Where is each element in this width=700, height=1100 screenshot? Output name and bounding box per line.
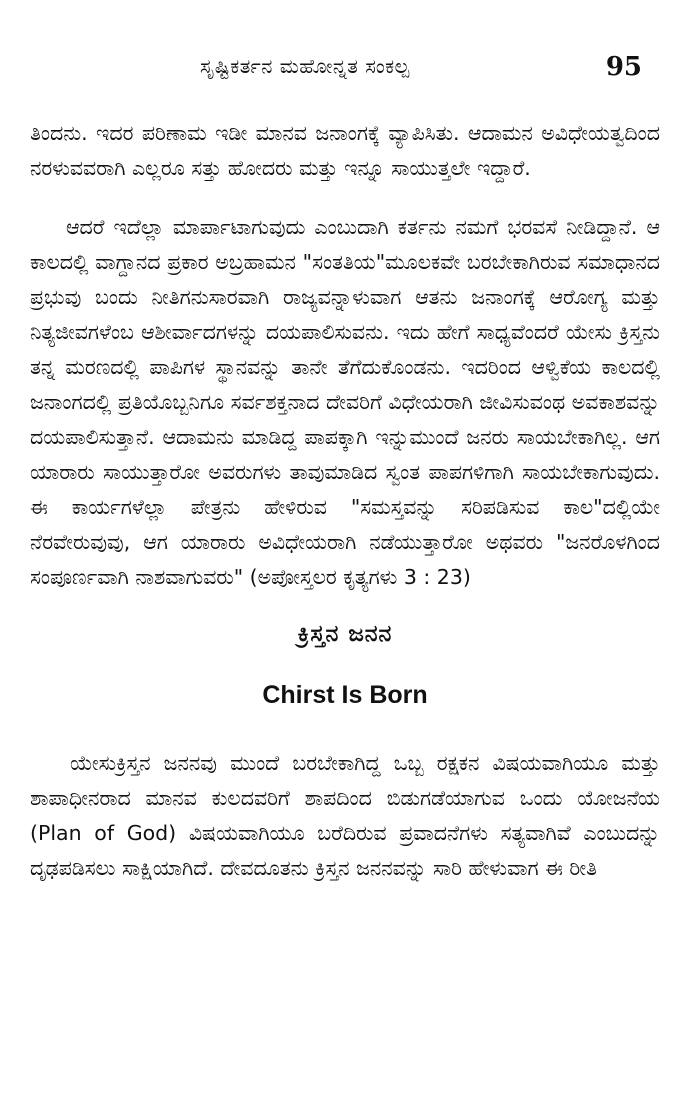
page-number: 95 [605, 52, 642, 82]
section-heading-kannada: ಕ್ರಿಸ್ತನ ಜನನ [297, 621, 393, 647]
paragraph-2: ಆದರೆ ಇದೆಲ್ಲಾ ಮಾರ್ಪಾಟಾಗುವುದು ಎಂಬುದಾಗಿ ಕರ್ತನು ನಮಗೆ ಭರವಸೆ ನೀಡಿದ್ದಾನೆ. ಆ ಕಾಲದಲ್ಲಿ ವಾಗ್ದಾನದ ಪ್ರಕಾರ ಅಬ್ರಹಾಮನ "ಸಂತತಿಯ"ಮೂಲಕವೇ ಬರಬೇಕಾಗಿರುವ ಸಮಾಧಾನದ ಪ್ರಭುವು ಬಂದು ನೀತಿಗನುಸಾರವಾಗಿ ರಾಜ್ಯವನ್ನಾಳುವಾಗ ಆತನು ಜನಾಂಗಕ್ಕೆ ಆರೋಗ್ಯ ಮತ್ತು ನಿತ್ಯಜೀವಗಳೆಂಬ ಆಶೀರ್ವಾದಗಳನ್ನು ದಯಪಾಲಿಸುವನು. ಇದು ಹೇಗೆ ಸಾಧ್ಯವೆಂದರೆ ಯೇಸು ಕ್ರಿಸ್ತನು ತನ್ನ ಮರಣದಲ್ಲಿ ಪಾಪಿಗಳ ಸ್ಥಾನವನ್ನು ತಾನೇ ತೆಗೆದುಕೊಂಡನು. ಇದರಿಂದ ಆಳ್ವಿಕೆಯ ಕಾಲದಲ್ಲಿ ಜನಾಂಗದಲ್ಲಿ ಪ್ರತಿಯೊಬ್ಬನಿಗೂ ಸರ್ವಶಕ್ತನಾದ ದೇವರಿಗೆ ವಿಧೇಯರಾಗಿ ಜೀವಿಸುವಂಥ ಅವಕಾಶವನ್ನು ದಯಪಾಲಿಸುತ್ತಾನೆ. ಆದಾಮನು ಮಾಡಿದ್ದ ಪಾಪಕ್ಕಾಗಿ ಇನ್ನುಮುಂದೆ ಜನರು ಸಾಯಬೇಕಾಗಿಲ್ಲ. ಆಗ ಯಾರಾರು ಸಾಯುತ್ತಾರೋ ಅವರುಗಳು ತಾವುಮಾಡಿದ ಸ್ವಂತ ಪಾಪಗಳಿಗಾಗಿ ಸಾಯಬೇಕಾಗುವುದು. ಈ ಕಾರ್ಯಗಳೆಲ್ಲಾ ಪೇತ್ರನು ಹೇಳಿರುವ "ಸಮಸ್ತವನ್ನು ಸರಿಪಡಿಸುವ ಕಾಲ"ದಲ್ಲಿಯೇ ನೆರವೇರುವುವು, ಆಗ ಯಾರಾರು ಅವಿಧೇಯರಾಗಿ ನಡೆಯುತ್ತಾರೋ ಅಥವರು "ಜನರೊಳಗಿಂದ ಸಂಪೂರ್ಣವಾಗಿ ನಾಶವಾಗುವರು" (ಅಪೋಸ್ತಲರ ಕೃತ್ಯಗಳು 3 : 23) [30, 215, 660, 589]
section-heading-english: Chirst Is Born [262, 681, 428, 709]
book-page [30, 40, 660, 1080]
running-title: ಸೃಷ್ಟಿಕರ್ತನ ಮಹೋನ್ನತ ಸಂಕಲ್ಪ [200, 54, 410, 78]
paragraph-3: ಯೇಸುಕ್ರಿಸ್ತನ ಜನನವು ಮುಂದೆ ಬರಬೇಕಾಗಿದ್ದ ಒಬ್ಬ ರಕ್ಷಕನ ವಿಷಯವಾಗಿಯೂ ಮತ್ತು ಶಾಪಾಧೀನರಾದ ಮಾನವ ಕುಲದವರಿಗೆ ಶಾಪದಿಂದ ಬಿಡುಗಡೆಯಾಗುವ ಒಂದು ಯೋಜನೆಯ (Plan of God) ವಿಷಯವಾಗಿಯೂ ಬರೆದಿರುವ ಪ್ರವಾದನೆಗಳು ಸತ್ಯವಾಗಿವೆ ಎಂಬುದನ್ನು ದೃಢಪಡಿಸಲು ಸಾಕ್ಷಿಯಾಗಿದೆ. ದೇವದೂತನು ಕ್ರಿಸ್ತನ ಜನನವನ್ನು ಸಾರಿ ಹೇಳುವಾಗ ಈ ರೀತಿ [30, 751, 660, 880]
running-header [30, 40, 660, 80]
paragraph-1: ತಿಂದನು. ಇದರ ಪರಿಣಾಮ ಇಡೀ ಮಾನವ ಜನಾಂಗಕ್ಕೆ ವ್ಯಾಪಿಸಿತು. ಆದಾಮನ ಅವಿಧೇಯತ್ವದಿಂದ ನರಳುವವರಾಗಿ ಎಲ್ಲರೂ ಸತ್ತು ಹೋದರು ಮತ್ತು ಇನ್ನೂ ಸಾಯುತ್ತಲೇ ಇದ್ದಾರೆ. [30, 121, 660, 180]
